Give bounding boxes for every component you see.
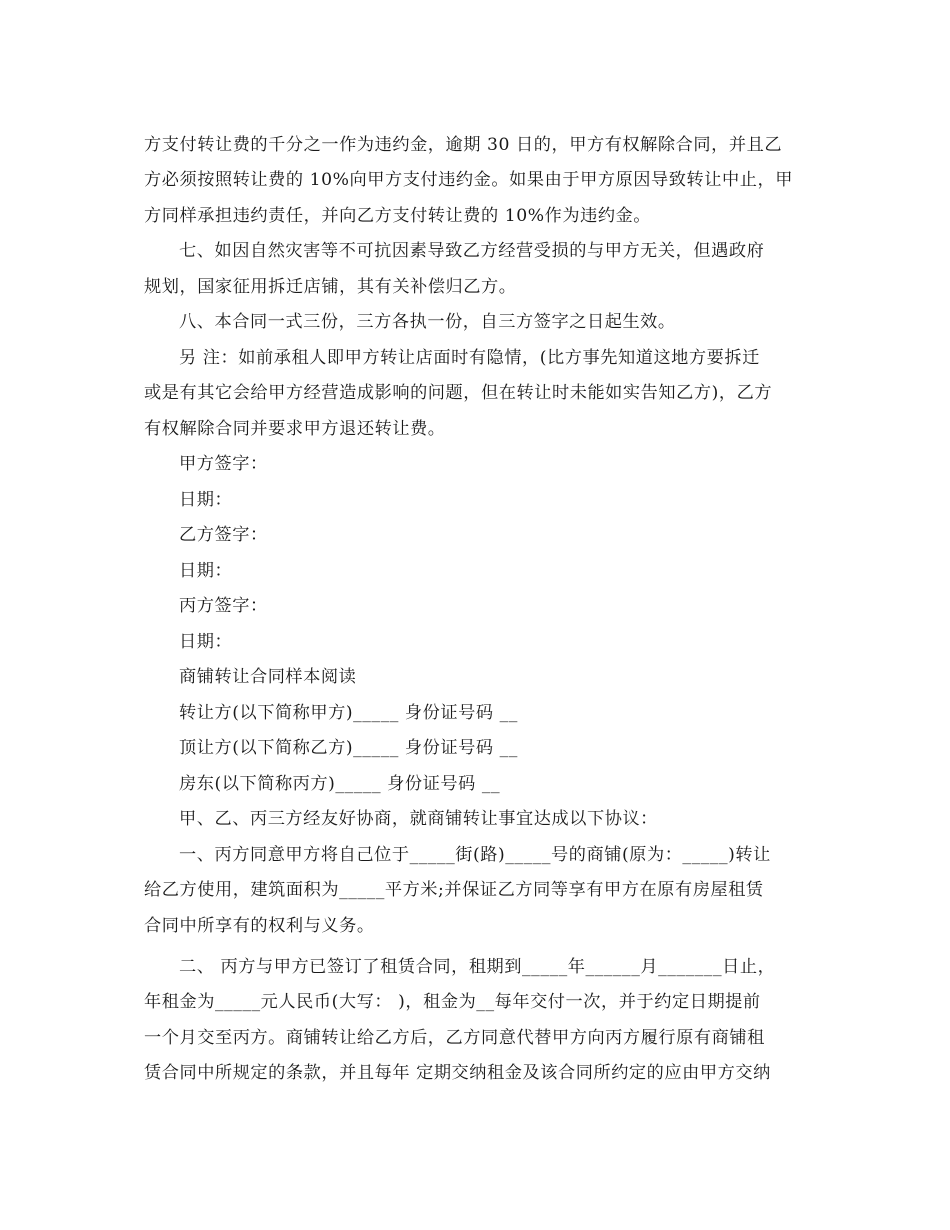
signature-label-party-a: 甲方签字： (179, 454, 268, 474)
paragraph-line: 或是有其它会给甲方经营造成影响的问题，但在转让时未能如实告知乙方)，乙方 (144, 383, 773, 403)
paragraph-line: 合同中所享有的权利与义务。 (144, 916, 375, 936)
paragraph-line: 另 注：如前承租人即甲方转让店面时有隐情，(比方事先知道这地方要拆迁 (179, 348, 760, 368)
date-label: 日期： (179, 490, 233, 510)
paragraph-line: 方支付转让费的千分之一作为违约金，逾期 30 日的，甲方有权解除合同，并且乙 (144, 135, 783, 155)
signature-label-party-b: 乙方签字： (179, 525, 268, 545)
party-line: 房东(以下简称丙方)_____ 身份证号码 __ (179, 774, 501, 794)
date-label: 日期： (179, 561, 233, 581)
paragraph-line: 有权解除合同并要求甲方退还转让费。 (144, 419, 446, 439)
party-line: 转让方(以下简称甲方)_____ 身份证号码 __ (179, 703, 518, 723)
paragraph-line: 一、丙方同意甲方将自己位于_____街(路)_____号的商铺(原为：_____)转让 (179, 845, 771, 865)
paragraph-line: 八、本合同一式三份，三方各执一份，自三方签字之日起生效。 (179, 312, 676, 332)
paragraph-line: 甲、乙、丙三方经友好协商，就商铺转让事宜达成以下协议： (179, 809, 658, 829)
section-heading: 商铺转让合同样本阅读 (179, 667, 357, 687)
paragraph-line: 方必须按照转让费的 10%向甲方支付违约金。如果由于甲方原因导致转让中止，甲 (144, 170, 793, 190)
paragraph-line: 一个月交至丙方。商铺转让给乙方后，乙方同意代替甲方向丙方履行原有商铺租 (144, 1028, 765, 1048)
signature-label-party-c: 丙方签字： (179, 596, 268, 616)
paragraph-line: 年租金为_____元人民币(大写： )，租金为__每年交付一次，并于约定日期提前 (144, 992, 761, 1012)
paragraph-line: 规划，国家征用拆迁店铺，其有关补偿归乙方。 (144, 277, 517, 297)
paragraph-line: 方同样承担违约责任，并向乙方支付转让费的 10%作为违约金。 (144, 206, 652, 226)
party-line: 顶让方(以下简称乙方)_____ 身份证号码 __ (179, 738, 518, 758)
date-label: 日期： (179, 632, 233, 652)
paragraph-line: 二、 丙方与甲方已签订了租赁合同，租期到_____年______月_______日止， (179, 957, 776, 977)
paragraph-line: 赁合同中所规定的条款，并且每年 定期交纳租金及该合同所约定的应由甲方交纳 (144, 1063, 771, 1083)
paragraph-line: 给乙方使用，建筑面积为_____平方米;并保证乙方同等享有甲方在原有房屋租赁 (144, 880, 764, 900)
paragraph-line: 七、如因自然灾害等不可抗因素导致乙方经营受损的与甲方无关，但遇政府 (179, 241, 765, 261)
